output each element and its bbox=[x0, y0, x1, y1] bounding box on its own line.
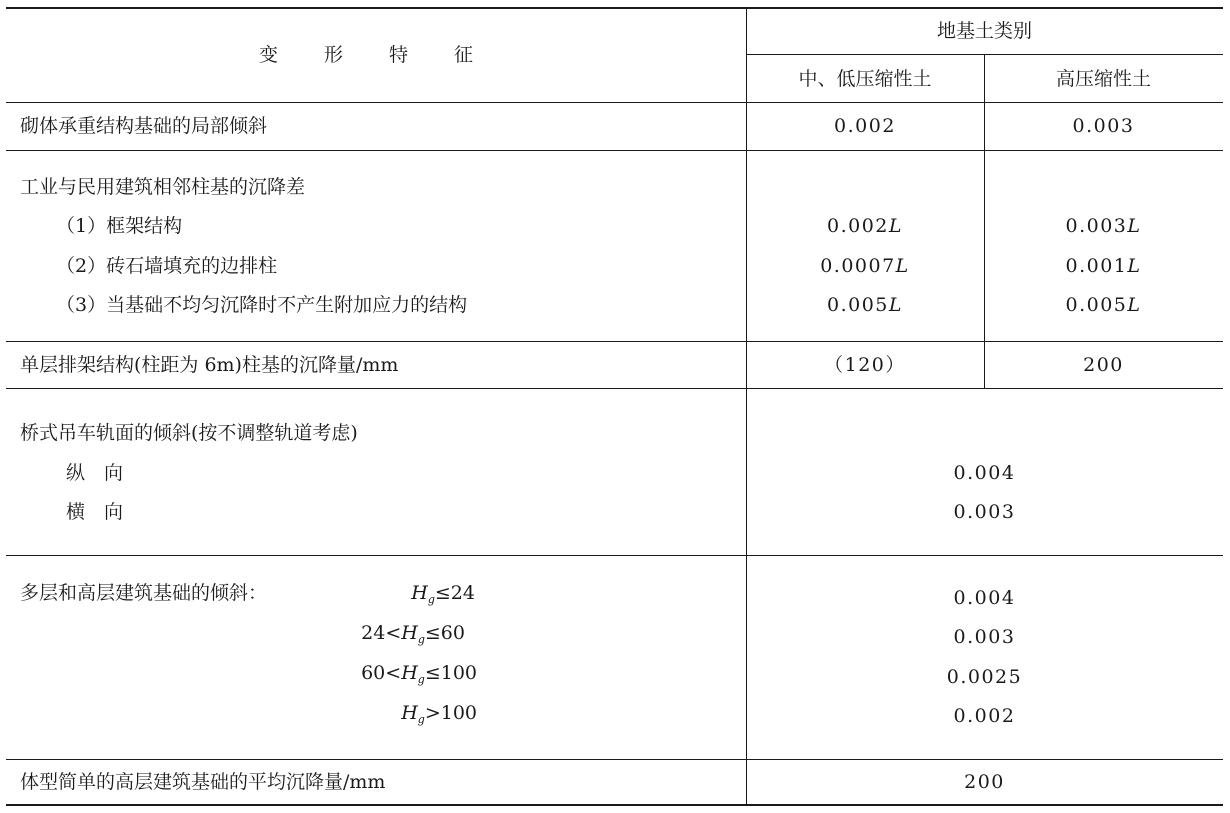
cell-value: 0.002 bbox=[953, 705, 1016, 727]
sub-row-label: （1）框架结构 bbox=[56, 215, 183, 237]
sub-row-label: （3）当基础不均匀沉降时不产生附加应力的结构 bbox=[56, 294, 468, 316]
table-top-rule bbox=[6, 7, 1223, 9]
deformation-table bbox=[6, 7, 1223, 807]
cell-value: 0.002L bbox=[826, 215, 904, 237]
height-condition: $H_g>100$ bbox=[401, 702, 477, 726]
row-label: 单层排架结构(柱距为 6m)柱基的沉降量/mm bbox=[20, 354, 399, 376]
row-label: 多层和高层建筑基础的倾斜： bbox=[20, 582, 268, 604]
cell-value: 0.002 bbox=[834, 115, 896, 137]
row-rule bbox=[6, 759, 1223, 760]
header-high-compressibility: 高压缩性土 bbox=[1055, 68, 1151, 90]
row-rule bbox=[6, 341, 1223, 342]
sub-row-label: （2）砖石墙填充的边排柱 bbox=[56, 255, 278, 277]
row-rule bbox=[6, 388, 1223, 389]
sub-row-label: 横 向 bbox=[66, 501, 124, 523]
cell-value: 0.001L bbox=[1065, 255, 1142, 277]
header-soil-category: 地基土类别 bbox=[936, 20, 1032, 42]
height-condition: $H_g\le 24$ bbox=[411, 582, 475, 606]
table-bottom-rule bbox=[6, 804, 1223, 806]
height-condition: $60<H_g\le 100$ bbox=[361, 662, 477, 686]
cell-value: 200 bbox=[964, 771, 1005, 793]
cell-value: 0.0007L bbox=[820, 255, 910, 277]
header-low-compressibility: 中、低压缩性土 bbox=[798, 68, 932, 90]
row-label: 体型简单的高层建筑基础的平均沉降量/mm bbox=[20, 771, 386, 793]
row-rule bbox=[6, 555, 1223, 556]
cell-value: 0.003L bbox=[1065, 215, 1142, 237]
cell-value: 0.004 bbox=[953, 462, 1016, 484]
cell-value: 200 bbox=[1083, 354, 1124, 376]
cell-value: 0.003 bbox=[1072, 115, 1135, 137]
sub-row-label: 纵 向 bbox=[66, 462, 124, 484]
header-bottom-rule bbox=[6, 102, 1223, 103]
row-rule bbox=[6, 150, 1223, 151]
cell-value: 0.004 bbox=[953, 587, 1016, 609]
cell-value: （120） bbox=[824, 354, 906, 376]
height-condition: $24<H_g\le 60$ bbox=[361, 622, 465, 646]
cell-value: 0.005L bbox=[826, 294, 904, 316]
cell-value: 0.003 bbox=[953, 626, 1016, 648]
row-label: 桥式吊车轨面的倾斜(按不调整轨道考虑) bbox=[20, 422, 358, 444]
row-label: 砌体承重结构基础的局部倾斜 bbox=[20, 115, 268, 137]
header-feature: 变 形 特 征 bbox=[258, 44, 494, 66]
cell-value: 0.0025 bbox=[946, 666, 1023, 688]
cell-value: 0.005L bbox=[1065, 294, 1142, 316]
cell-value: 0.003 bbox=[953, 501, 1016, 523]
row-label: 工业与民用建筑相邻柱基的沉降差 bbox=[20, 176, 306, 198]
